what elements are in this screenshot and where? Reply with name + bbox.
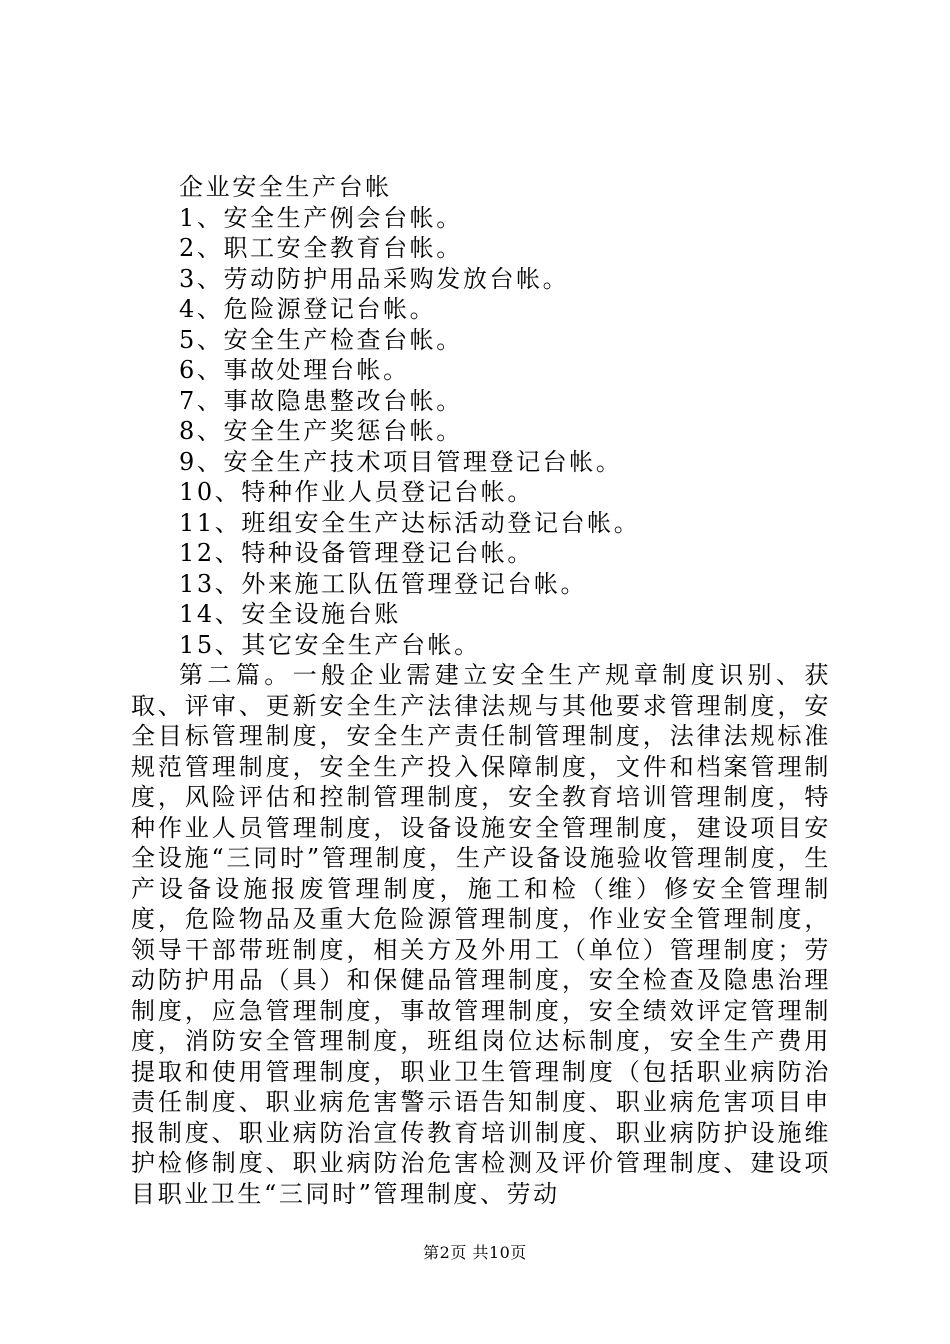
- list-item: 12、特种设备管理登记台帐。: [179, 539, 534, 567]
- list-item: 13、外来施工队伍管理登记台帐。: [179, 569, 588, 598]
- list-item: 4、危险源登记台帐。: [179, 295, 437, 323]
- list-item: 1、安全生产例会台帐。: [179, 203, 463, 232]
- document-body: [131, 172, 831, 1209]
- body-paragraph: 第二篇。一般企业需建立安全生产规章制度识别、获取、评审、更新安全生产法律法规与其他要求管理制度，安全目标管理制度，安全生产责任制管理制度，法律法规标准规范管理制度，安全生产投入保障制度，文件和档案管理制度，风险评估和控制管理制度，安全教育培训管理制度，特种作业人员管理制度，设备设施安全管理制度，建设项目安全设施“三同时”管理制度，生产设备设施验收管理制度，生产设备设施报废管理制度，施工和检（维）修安全管理制度，危险物品及重大危险源管理制度，作业安全管理制度，领导干部带班制度，相关方及外用工（单位）管理制度；劳动防护用品（具）和保健品管理制度，安全检查及隐患治理制度，应急管理制度，事故管理制度，安全绩效评定管理制度，消防安全管理制度，班组岗位达标制度，安全生产费用提取和使用管理制度，职业卫生管理制度（包括职业病防治责任制度、职业病危害警示语告知制度、职业病危害项目申报制度、职业病防治宣传教育培训制度、职业病防护设施维护检修制度、职业病防治危害检测及评价管理制度、建设项目职业卫生“三同时”管理制度、劳动: [131, 661, 831, 1208]
- list-item: 6、事故处理台帐。: [179, 356, 410, 384]
- list-item: 5、安全生产检查台帐。: [179, 325, 463, 354]
- ledger-list: [131, 203, 831, 661]
- list-item: 2、职工安全教育台帐。: [179, 234, 463, 262]
- document-title: 企业安全生产台帐: [179, 173, 392, 201]
- list-item: 10、特种作业人员登记台帐。: [179, 478, 534, 506]
- list-item: 14、安全设施台账: [179, 600, 401, 628]
- list-item: 11、班组安全生产达标活动登记台帐。: [179, 508, 641, 537]
- page-number-footer: 第2页 共10页: [423, 1243, 527, 1262]
- list-item: 7、事故隐患整改台帐。: [179, 386, 463, 415]
- list-item: 3、劳动防护用品采购发放台帐。: [179, 264, 570, 293]
- list-item: 15、其它安全生产台帐。: [179, 630, 481, 659]
- list-item: 8、安全生产奖惩台帐。: [179, 417, 463, 445]
- list-item: 9、安全生产技术项目管理登记台帐。: [179, 447, 623, 476]
